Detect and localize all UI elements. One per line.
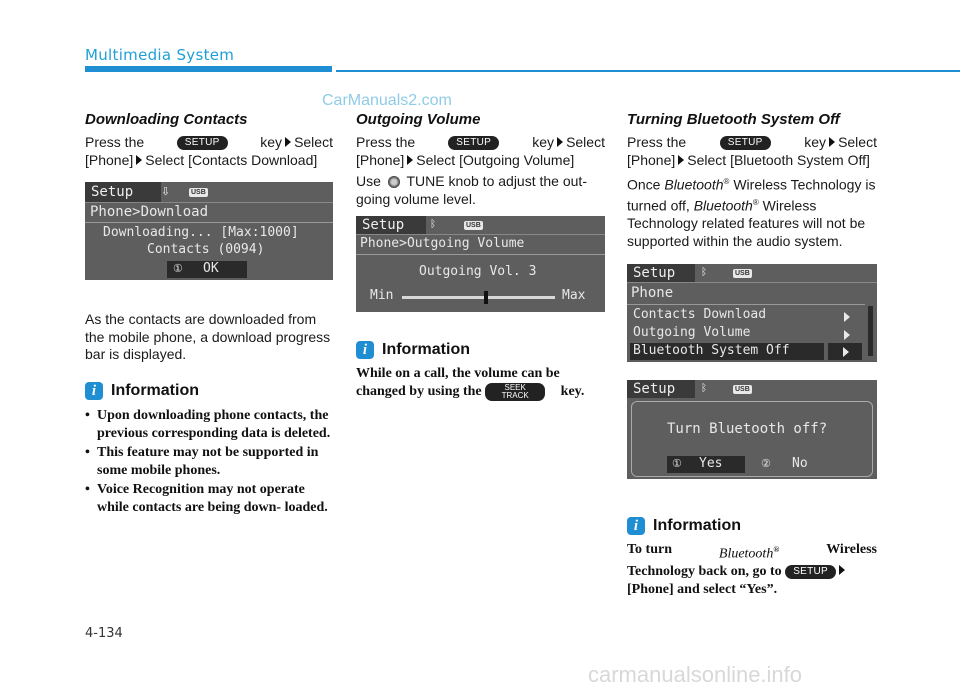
page-number: 4-134 <box>85 626 123 641</box>
section-title: Multimedia System <box>85 46 235 64</box>
menu-item-bluetooth-off-highlight[interactable] <box>630 343 824 360</box>
reg-mark: ® <box>752 198 759 208</box>
arrow-right-icon <box>829 137 835 147</box>
watermark-bottom: carmanualsonline.info <box>588 662 803 687</box>
volume-slider[interactable] <box>402 296 555 299</box>
downloading-status: Downloading... [Max:1000] <box>103 225 299 240</box>
divider <box>627 304 865 305</box>
bluetooth-icon: ᛒ <box>430 219 436 230</box>
info-title: Information <box>382 341 470 358</box>
header-rule <box>336 70 960 72</box>
info-header <box>85 382 199 400</box>
setup-tab: Setup <box>85 182 161 202</box>
info-header <box>627 517 741 535</box>
info-header <box>356 341 470 359</box>
select-text: Select <box>566 134 605 150</box>
contacts-count: Contacts (0094) <box>147 242 265 257</box>
once-text: Once <box>627 176 661 193</box>
divider <box>85 222 333 223</box>
no-label: No <box>792 456 808 471</box>
usb-icon: USB <box>735 386 750 393</box>
info-title: Information <box>653 517 741 534</box>
divider <box>627 282 877 283</box>
info-icon: i <box>627 517 645 535</box>
list-item: • Upon downloading phone contacts, the previous corresponding data is deleted. <box>85 407 335 442</box>
reg-mark: ® <box>773 545 780 554</box>
divider <box>356 234 605 235</box>
arrow-right-icon <box>557 137 563 147</box>
num-1-icon: ① <box>173 262 183 275</box>
divider <box>356 254 605 255</box>
bluetooth-brand: Bluetooth <box>718 546 774 562</box>
menu-header: Phone <box>631 285 674 301</box>
info-bullets <box>85 407 335 518</box>
setup-key-icon: SETUP <box>785 565 836 579</box>
ok-label: OK <box>203 261 219 276</box>
usb-icon: USB <box>191 189 206 196</box>
select-text: Select <box>838 134 877 150</box>
arrow-right-icon <box>407 155 413 165</box>
info-volume-text <box>356 365 606 401</box>
setup-tab: Setup <box>627 380 695 398</box>
select-text: Select <box>294 134 333 150</box>
min-label: Min <box>370 288 394 303</box>
header-bar <box>85 66 332 72</box>
seek-track-key-icon <box>485 383 545 401</box>
to-turn-text: To turn <box>627 542 673 557</box>
wireless-word: Wireless <box>826 542 877 557</box>
setup-tab: Setup <box>627 264 695 282</box>
bluetooth-brand: Bluetooth <box>664 176 724 193</box>
col3-instructions <box>627 134 877 250</box>
num-2-icon: ② <box>761 457 771 470</box>
setup-key-icon: SETUP <box>448 136 499 150</box>
key-text: key. <box>560 383 585 399</box>
track-label: TRACK <box>501 390 529 400</box>
key-text: key <box>260 134 283 150</box>
setup-key-icon: SETUP <box>177 136 228 150</box>
press-text: Press the <box>356 134 416 150</box>
screen-bluetooth-off-dialog <box>627 380 877 479</box>
setup-tab: Setup <box>356 216 426 234</box>
key-text: key <box>804 134 827 150</box>
yes-button[interactable] <box>667 456 745 473</box>
menu-item-outgoing-volume[interactable]: Outgoing Volume <box>633 325 751 340</box>
tune-knob-icon <box>388 176 400 188</box>
menu-arrow-button[interactable] <box>828 343 862 360</box>
usb-icon: USB <box>735 270 750 277</box>
info-icon: i <box>85 382 103 400</box>
phone-text: [Phone] <box>85 151 134 168</box>
info-end-text: [Phone] and select “Yes”. <box>627 581 778 597</box>
download-icon: ⇩ <box>161 186 171 198</box>
reg-mark: ® <box>723 177 730 186</box>
download-paragraph: As the contacts are downloaded from the mobile phone, a download progress bar is displayed. <box>85 311 331 362</box>
menu-item-bluetooth-system-off: Bluetooth System Off <box>633 343 790 358</box>
once-rest2-text: Wireless Technology related features will not be supported within the audio system. <box>627 197 866 249</box>
bluetooth-icon: ᛒ <box>701 267 707 278</box>
outgoing-vol-label: Outgoing Vol. 3 <box>419 264 537 279</box>
screen-path: Phone>Outgoing Volume <box>360 236 525 251</box>
bluetooth-icon: ᛒ <box>701 383 707 394</box>
bluetooth-brand: Bluetooth <box>693 197 753 214</box>
technology-text: Technology back on, go to <box>627 564 782 580</box>
menu-item-contacts-download[interactable]: Contacts Download <box>633 307 767 322</box>
screen-outgoing-volume <box>356 216 605 312</box>
press-text: Press the <box>627 134 687 150</box>
heading-outgoing-volume: Outgoing Volume <box>356 111 481 128</box>
no-button[interactable] <box>758 456 828 473</box>
chevron-right-icon <box>843 347 849 357</box>
seek-label: SEEK <box>504 382 526 392</box>
divider <box>85 202 333 203</box>
heading-downloading-contacts: Downloading Contacts <box>85 111 248 128</box>
dialog-question: Turn Bluetooth off? <box>667 421 828 437</box>
phone-text: [Phone] <box>627 151 676 168</box>
yes-label: Yes <box>699 456 723 471</box>
arrow-right-icon <box>136 155 142 165</box>
phone-text: [Phone] <box>356 151 405 168</box>
list-item: • Voice Recognition may not operate while contacts are being down- loaded. <box>85 481 335 516</box>
press-text: Press the <box>85 134 145 150</box>
info-icon: i <box>356 341 374 359</box>
select-contacts-text: Select [Contacts Download] <box>145 151 318 168</box>
key-text: key <box>532 134 555 150</box>
usb-icon: USB <box>466 222 481 229</box>
info-bluetooth-text <box>627 541 877 598</box>
screen-phone-menu <box>627 264 877 362</box>
select-outgoing-text: Select [Outgoing Volume] <box>416 151 575 168</box>
screen-path: Phone>Download <box>90 204 209 220</box>
watermark-top: CarManuals2.com <box>322 92 452 109</box>
arrow-right-icon <box>678 155 684 165</box>
ok-button[interactable] <box>167 261 247 278</box>
arrow-right-icon <box>839 565 845 575</box>
select-bluetooth-text: Select [Bluetooth System Off] <box>687 151 870 168</box>
once-rest-text: Wireless Technology is turned off, <box>627 176 876 214</box>
scrollbar[interactable] <box>868 306 873 356</box>
arrow-right-icon <box>285 137 291 147</box>
heading-turning-bluetooth-off: Turning Bluetooth System Off <box>627 111 840 128</box>
use-text: Use <box>356 173 381 189</box>
max-label: Max <box>562 288 586 303</box>
col1-instructions <box>85 134 333 169</box>
info-title: Information <box>111 382 199 399</box>
chevron-right-icon <box>844 312 850 322</box>
num-1-icon: ① <box>672 457 682 470</box>
list-item: • This feature may not be supported in some mobile phones. <box>85 444 335 479</box>
info-text: While on a call, the volume can be changed by using the <box>356 366 560 399</box>
chevron-right-icon <box>844 330 850 340</box>
col2-instructions <box>356 134 605 208</box>
screen-phone-download <box>85 182 333 280</box>
setup-key-icon: SETUP <box>720 136 771 150</box>
slider-thumb[interactable] <box>484 291 488 304</box>
tune-text: TUNE knob to adjust the out- going volume level. <box>356 173 587 207</box>
